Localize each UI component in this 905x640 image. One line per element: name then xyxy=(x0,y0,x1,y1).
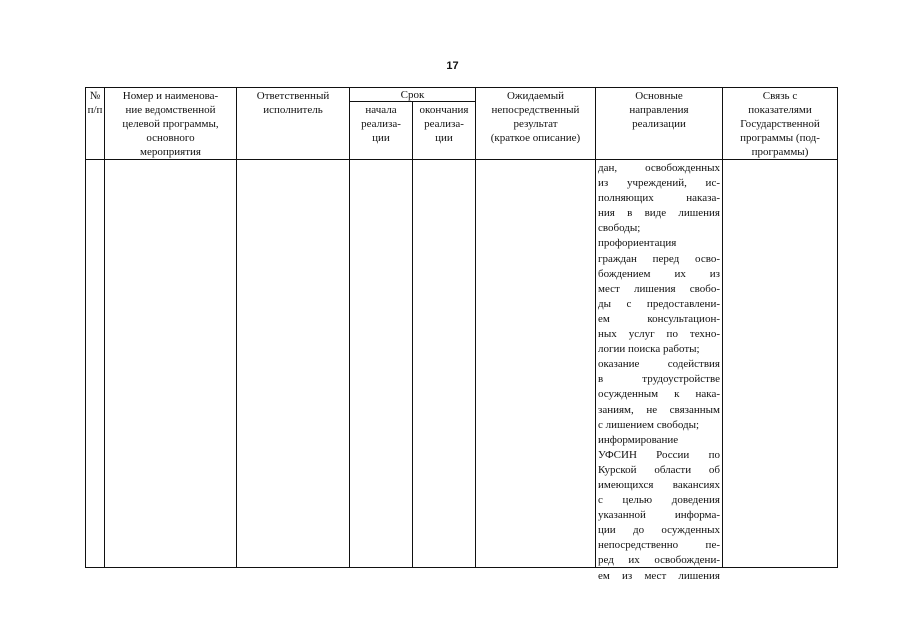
directions-line: дан, освобожденных xyxy=(598,162,720,174)
header-link-line: показателями xyxy=(748,104,812,116)
body-cell-link xyxy=(722,159,838,568)
program-table xyxy=(85,87,838,582)
header-result-line: результат xyxy=(513,118,558,130)
directions-line: ем консультацион- xyxy=(598,312,720,325)
header-link-line: Связь с xyxy=(762,90,798,102)
directions-line: логии поиска работы; xyxy=(598,343,700,356)
directions-line: мест лишения свобо- xyxy=(598,282,720,295)
header-program xyxy=(104,87,237,160)
directions-line: в трудоустройстве xyxy=(598,373,720,386)
header-directions-line: реализации xyxy=(632,118,686,130)
directions-line: ния в виде лишения xyxy=(598,207,720,220)
directions-line: ных услуг по техно- xyxy=(598,328,720,341)
header-result-line: непосредственный xyxy=(491,104,580,116)
header-executor-line: исполнитель xyxy=(263,104,323,116)
directions-line: ции до осужденных xyxy=(598,524,720,537)
header-term-end-line: окончания xyxy=(419,104,469,116)
directions-line: с целью доведения xyxy=(598,494,720,507)
directions-line: ем из мест лишения xyxy=(598,569,720,582)
header-term-label: Срок xyxy=(400,89,425,101)
header-program-line: Номер и наименова- xyxy=(122,90,219,102)
directions-line: заниям, не связанным xyxy=(598,403,720,416)
header-program-line: мероприятия xyxy=(140,146,201,158)
header-link-line: программы) xyxy=(751,146,809,158)
body-cell-executor xyxy=(236,159,350,568)
header-term xyxy=(349,87,476,102)
header-term-start-line: реализа- xyxy=(361,118,401,130)
header-num-line: п/п xyxy=(87,104,103,116)
header-link-line: Государственной xyxy=(740,118,820,130)
header-term-end-line: реализа- xyxy=(424,118,464,130)
header-term-end xyxy=(412,101,476,160)
directions-line: информирование xyxy=(598,433,679,446)
header-result-line: (краткое описание) xyxy=(490,132,581,144)
header-program-line: ние ведомственной xyxy=(125,104,216,116)
header-executor xyxy=(236,87,350,160)
header-result-line: Ожидаемый xyxy=(506,90,565,102)
header-num xyxy=(85,87,105,160)
directions-line: из учреждений, ис- xyxy=(598,177,720,190)
header-program-line: целевой программы, xyxy=(122,118,219,130)
directions-line: Курской области об xyxy=(598,463,720,476)
header-term-end-line: ции xyxy=(435,132,453,144)
directions-line: оказание содействия xyxy=(598,358,720,371)
header-term-start-line: ции xyxy=(372,132,390,144)
body-cell-term-start xyxy=(349,159,413,568)
directions-line: имеющихся вакансиях xyxy=(598,478,720,491)
directions-line: с лишением свободы; xyxy=(598,418,700,431)
body-cell-result xyxy=(475,159,596,568)
directions-text xyxy=(596,161,722,584)
header-link-line: программы (под- xyxy=(740,132,820,144)
directions-line: свободы; xyxy=(598,222,641,235)
directions-line: граждан перед осво- xyxy=(598,252,720,265)
directions-line: ред их освобождени- xyxy=(598,554,720,567)
body-cell-program xyxy=(104,159,237,568)
body-cell-num xyxy=(85,159,105,568)
page-number: 17 xyxy=(446,60,459,72)
header-directions-line: направления xyxy=(629,104,689,116)
header-term-start xyxy=(349,101,413,160)
directions-line: осужденным к нака- xyxy=(598,388,720,401)
directions-line: профориентация xyxy=(598,237,677,250)
header-program-line: основного xyxy=(146,132,195,144)
header-executor-line: Ответственный xyxy=(256,90,330,102)
header-result xyxy=(475,87,596,160)
directions-line: указанной информа- xyxy=(598,509,720,522)
header-link xyxy=(722,87,838,160)
directions-line: непосредственно пе- xyxy=(598,539,720,552)
header-term-start-line: начала xyxy=(365,104,397,116)
directions-line: бождением их из xyxy=(598,267,720,280)
body-cell-term-end xyxy=(412,159,476,568)
header-num-line: № xyxy=(89,90,101,102)
directions-line: полняющих наказа- xyxy=(598,192,720,205)
header-directions xyxy=(595,87,723,160)
directions-line: УФСИН России по xyxy=(598,448,720,461)
directions-line: ды с предоставлени- xyxy=(598,297,720,310)
header-directions-line: Основные xyxy=(635,90,683,102)
